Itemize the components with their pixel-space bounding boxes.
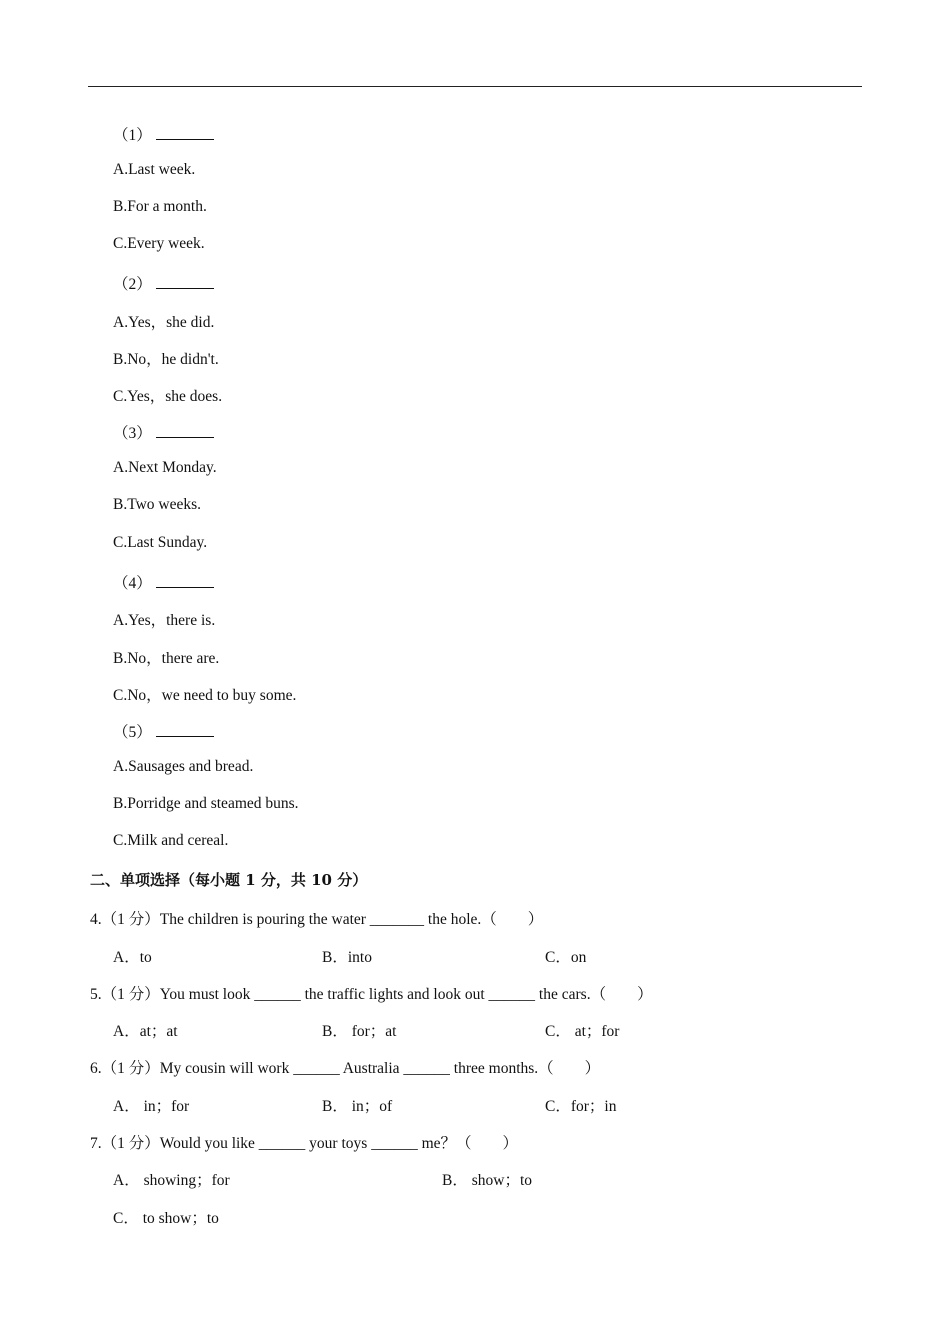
answer-blank[interactable]	[156, 425, 214, 438]
header-rule	[88, 86, 862, 87]
question-4-option-c[interactable]: C．on	[545, 949, 587, 966]
question-5-option-b[interactable]: B． for；at	[322, 1023, 397, 1040]
subquestion-1: （1）	[113, 123, 214, 145]
option: C.Last Sunday.	[113, 534, 208, 551]
option: A.Last week.	[113, 161, 196, 178]
option: B.No，there are.	[113, 650, 220, 667]
answer-blank[interactable]	[156, 575, 214, 588]
option: A.Yes，there is.	[113, 612, 216, 629]
subquestion-2: （2）	[113, 272, 214, 294]
option: B.Two weeks.	[113, 496, 202, 513]
option: C.No，we need to buy some.	[113, 687, 297, 704]
subquestion-5: （5）	[113, 720, 214, 742]
question-6-option-c[interactable]: C．for；in	[545, 1098, 617, 1115]
question-5-option-a[interactable]: A．at；at	[113, 1023, 178, 1040]
question-6-option-a[interactable]: A． in；for	[113, 1098, 190, 1115]
question-5-option-c[interactable]: C． at；for	[545, 1023, 620, 1040]
question-4-option-a[interactable]: A．to	[113, 949, 152, 966]
question-7-option-a[interactable]: A． showing；for	[113, 1172, 230, 1189]
option: C.Every week.	[113, 235, 205, 252]
answer-blank[interactable]	[156, 276, 214, 289]
answer-blank[interactable]	[156, 127, 214, 140]
question-6-option-b[interactable]: B． in；of	[322, 1098, 393, 1115]
option: B.Porridge and steamed buns.	[113, 795, 299, 812]
subquestion-4: （4）	[113, 571, 214, 593]
question-4-option-b[interactable]: B．into	[322, 949, 372, 966]
option: A.Sausages and bread.	[113, 758, 254, 775]
option: A.Next Monday.	[113, 459, 217, 476]
answer-blank[interactable]	[156, 724, 214, 737]
question-6-stem: 6.（1 分）My cousin will work ______ Australia ______ three months.（ ）	[90, 1060, 601, 1077]
section-title: 二、单项选择（每小题 1 分，共 10 分）	[90, 871, 368, 889]
question-5-stem: 5.（1 分）You must look ______ the traffic lights and look out ______ the cars.（ ）	[90, 986, 653, 1003]
option: A.Yes，she did.	[113, 314, 215, 331]
question-7-stem: 7.（1 分）Would you like ______ your toys ______ me？（ ）	[90, 1135, 518, 1152]
subquestion-3: （3）	[113, 421, 214, 443]
option: B.No，he didn't.	[113, 351, 219, 368]
option: C.Yes，she does.	[113, 388, 223, 405]
question-7-option-b[interactable]: B． show；to	[442, 1172, 532, 1189]
question-7-option-c[interactable]: C． to show；to	[113, 1210, 219, 1227]
option: C.Milk and cereal.	[113, 832, 229, 849]
question-4-stem: 4.（1 分）The children is pouring the water _______ the hole.（ ）	[90, 911, 544, 928]
option: B.For a month.	[113, 198, 207, 215]
